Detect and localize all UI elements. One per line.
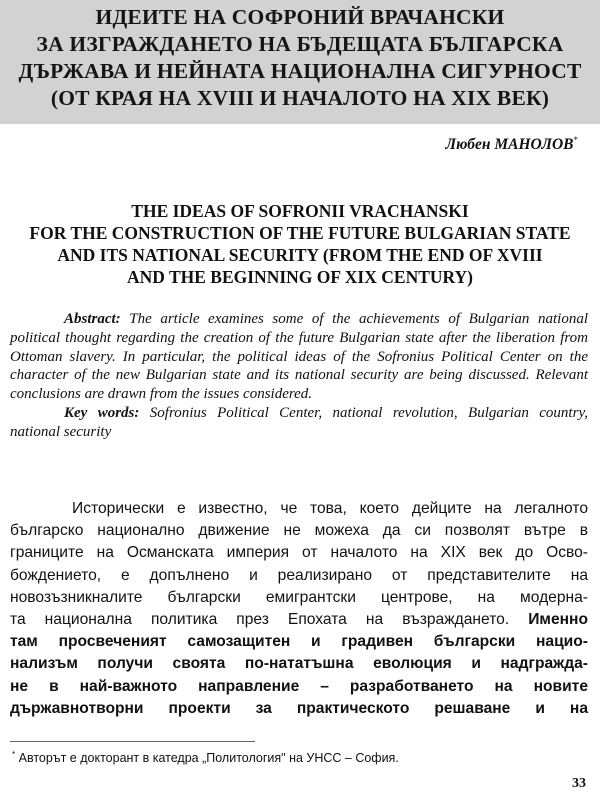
body-line-bold: не в най-важното направление – разработването на новите xyxy=(10,677,588,695)
keywords-text: Sofronius Political Center, national revolution, Bulgarian country, national security xyxy=(10,404,589,440)
footnote-divider xyxy=(10,741,255,742)
page-number: 33 xyxy=(572,776,586,791)
abstract-paragraph xyxy=(10,310,588,404)
body-line-text: българско национално движение не можеха да си позволят вътре в xyxy=(10,522,588,540)
keywords-label: Key words: xyxy=(64,404,140,421)
author-name xyxy=(446,135,579,154)
body-line-text: та национална политика през Епохата на възраждането. xyxy=(10,611,529,629)
bulgarian-title xyxy=(10,4,590,112)
body-line xyxy=(10,565,588,587)
english-title xyxy=(10,200,590,288)
title-line: ЗА ИЗГРАЖДАНЕТО НА БЪДЕЩАТА БЪЛГАРСКА xyxy=(36,32,564,56)
body-line xyxy=(10,631,588,653)
author-text: Любен МАНОЛОВ xyxy=(445,136,574,154)
title-line: (ОТ КРАЯ НА XVIII И НАЧАЛОТО НА XIX ВЕК) xyxy=(50,86,550,110)
body-line xyxy=(10,587,588,609)
body-line-text: границите на Османската империя от началото на XIX век до Осво- xyxy=(10,544,588,562)
title-line: ДЪРЖАВА И НЕЙНАТА НАЦИОНАЛНА СИГУРНОСТ xyxy=(18,59,582,83)
title-line: ИДЕИТЕ НА СОФРОНИЙ ВРАЧАНСКИ xyxy=(95,5,505,29)
english-title-line: AND ITS NATIONAL SECURITY (FROM THE END OF XVIII xyxy=(57,245,543,265)
body-line-bold: държавнотворни проекти за практическото решаване и на xyxy=(10,699,588,717)
author-footnote-mark: * xyxy=(573,135,578,145)
footnote-text: Авторът е докторант в катедра „Политология" на УНСС – София. xyxy=(18,751,399,766)
body-line-text: Исторически е известно, че това, което дейците на легалното xyxy=(72,500,588,517)
body-line xyxy=(10,676,588,698)
body-text xyxy=(10,498,588,720)
abstract-label: Abstract: xyxy=(64,311,121,327)
footnote-mark: * xyxy=(12,750,16,759)
body-line xyxy=(10,653,588,675)
body-line-text: бождението, е допълнено и реализирано от представителите на xyxy=(10,566,588,584)
body-line-bold: нализъм получи своята по-нататъшна еволюция и надгражда- xyxy=(10,655,588,673)
body-line-bold: там просвеченият самозащитен и градивен български нацио- xyxy=(10,633,588,651)
english-title-line: THE IDEAS OF SOFRONII VRACHANSKI xyxy=(131,201,469,221)
body-line xyxy=(10,698,588,720)
english-title-line: FOR THE CONSTRUCTION OF THE FUTURE BULGARIAN STATE xyxy=(29,223,571,243)
english-title-line: AND THE BEGINNING OF XIX CENTURY) xyxy=(126,267,474,287)
body-line xyxy=(10,498,588,520)
body-line xyxy=(10,520,588,542)
footnote xyxy=(12,750,399,765)
abstract-text: The article examines some of the achievements of Bulgarian national political thought regarding the creation of the future Bulgarian state after the liberation from Ottoman slavery. In particular, the political ideas of the Sofronius Political Center on the character of the new Bulgarian state and its national security are being discussed. Relevant conclusions are drawn from the issues considered. xyxy=(10,311,588,403)
keywords-paragraph xyxy=(10,404,588,442)
body-line xyxy=(10,609,588,631)
abstract-block xyxy=(10,310,588,442)
body-line-text: новозъзникналите български емигрантски центрове, на модерна- xyxy=(10,588,588,606)
body-line xyxy=(10,542,588,564)
body-line-bold: Именно xyxy=(528,611,588,629)
